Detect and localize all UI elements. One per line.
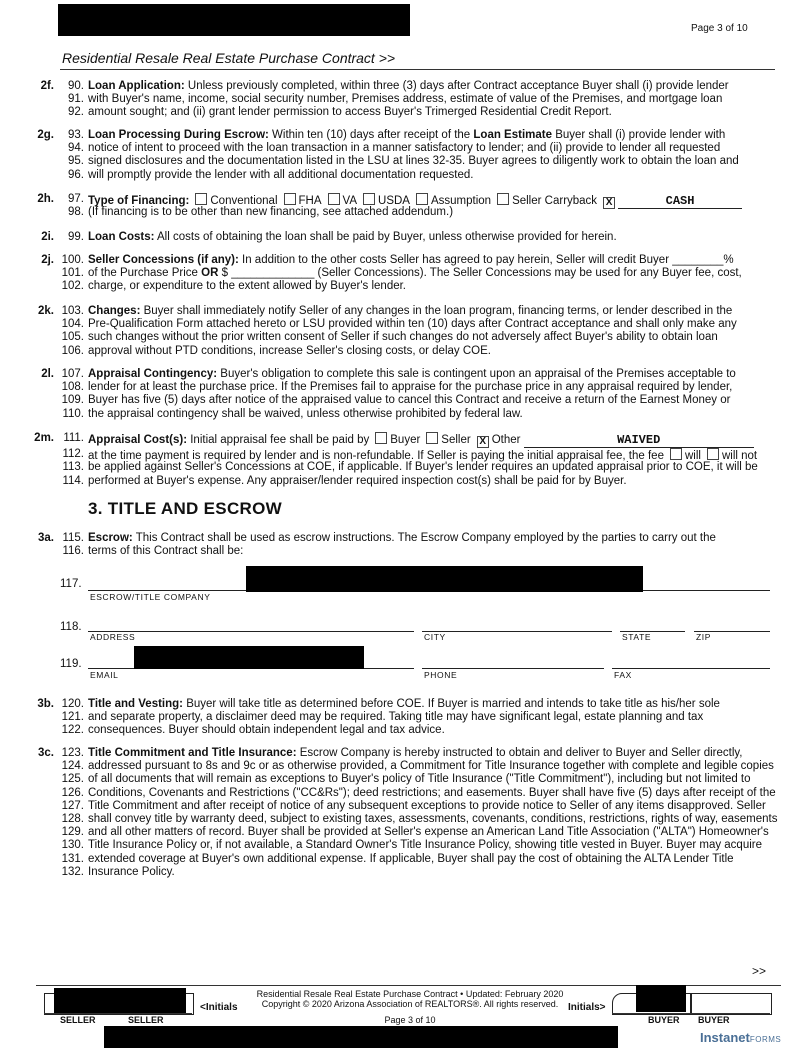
financing-other-field[interactable]: CASH (618, 195, 742, 209)
redacted-escrow-company (246, 566, 643, 592)
section-2f: 2f. 90. Loan Application: Unless previously completed, within three (3) days after Contract acceptance Buyer shall (i) provide lender 91. with Buyer's name, income, social security number, Premises address, estimate of value of the Premises, and mortgage loan 92. amount sought; and (ii) grant lender permission to access Buyer's Trimerged Residential Credit Report. (40, 80, 729, 119)
fee-will-checkbox[interactable] (670, 448, 682, 460)
financing-va-checkbox[interactable] (328, 193, 340, 205)
section-3a: 3a. 115. Escrow: This Contract shall be used as escrow instructions. The Escrow Company employed by the parties to carry out the 116. terms of this Contract shall be: (38, 532, 716, 558)
section-2g: 2g. 93. Loan Processing During Escrow: Within ten (10) days after receipt of the Loan Estimate Buyer shall (i) provide lender with 94. notice of intent to proceed with the loan transaction in a manner satisfactory to lender; and (ii) provide to lender all requested 95. signed disclosures and the documentation listed in the LSU at lines 32-35. Buyer agrees to diligently work to obtain the loan and 96. will promptly provide the lender with all additional documentation requested. (37, 129, 739, 181)
section-2j: 2j. 100. Seller Concessions (if any): In addition to the other costs Seller has agreed to pay herein, Seller will credit Buyer ________% 101. of the Purchase Price OR $ _____________ (Seller Concessions). The Seller Concessions may be used for any Buyer fee, cost, 102. charge, or expenditure to the extent allowed by Buyer's lender. (41, 254, 742, 293)
escrow-address-field[interactable] (88, 631, 414, 632)
buyer-initials-rule (612, 1013, 770, 1014)
financing-assumption-checkbox[interactable] (416, 193, 428, 205)
financing-other-checkbox[interactable]: X (603, 197, 615, 209)
appraisal-other-checkbox[interactable]: X (477, 436, 489, 448)
section-2i: 2i. 99. Loan Costs: All costs of obtaining the loan shall be paid by Buyer, unless otherwise provided for herein. (41, 231, 617, 243)
continue-marker: >> (752, 964, 767, 978)
financing-seller-carryback-checkbox[interactable] (497, 193, 509, 205)
header-rule (60, 69, 775, 70)
redacted-seller-initials (54, 988, 186, 1014)
escrow-city-field[interactable] (422, 631, 612, 632)
redacted-escrow-email (134, 646, 364, 669)
appraisal-other-field[interactable]: WAIVED (524, 434, 754, 448)
redacted-header-block (58, 4, 410, 36)
initials-left-label: <Initials (200, 1002, 238, 1013)
fee-will-not-checkbox[interactable] (707, 448, 719, 460)
escrow-fax-field[interactable] (612, 668, 770, 669)
section-2k: 2k. 103. Changes: Buyer shall immediately notify Seller of any changes in the loan program, financing terms, or lender described in the 104. Pre-Qualification Form attached hereto or LSU provided within ten (10) days after Contract acceptance and shall only make any 105. such changes without the prior written consent of Seller if such changes do not adversely affect Buyer's ability to obtain loan 106. approval without PTD conditions, increase Seller's closing costs, or delay COE. (38, 305, 737, 357)
page-number: Page 3 of 10 (691, 23, 748, 34)
seller-initials-rule (44, 1013, 192, 1014)
financing-fha-checkbox[interactable] (284, 193, 296, 205)
document-title: Residential Resale Real Estate Purchase Contract >> (62, 50, 396, 66)
appraisal-seller-checkbox[interactable] (426, 432, 438, 444)
section-2l: 2l. 107. Appraisal Contingency: Buyer's obligation to complete this sale is contingent upon an appraisal of the Premises acceptable to 108. lender for at least the purchase price. If the Premises fail to appraise for the purchase price in any appraisal required by lender, 109. Buyer has five (5) days after notice of the appraised value to cancel this Contract and receive a return of the Earnest Money or 110. the appraisal contingency shall be waived, unless otherwise prohibited by federal law. (41, 368, 736, 420)
buyer-initials-box-2[interactable] (690, 993, 772, 1015)
section-2h: 2h. 97. Type of Financing: Conventional FHA VA USDA Assumption Seller Carryback X CASH 98. (If financing is to be other than new financing, see attached addendum.) (30, 193, 780, 219)
section-2m: 2m. 111. Appraisal Cost(s): Initial appraisal fee shall be paid by Buyer Seller X Other WAIVED 112. at the time payment is required by lender and is non-refundable. If Seller is paying the initial appraisal fee, the fee will will not 113. be applied against Seller's Concessions at COE, if applicable. If Buyer's lender requires an updated appraisal prior to COE, it will be 114. performed at Buyer's expense. Any appraiser/lender required inspection cost(s) shall be paid for by Buyer. (34, 432, 758, 487)
redacted-buyer-initials (636, 985, 686, 1012)
instanet-forms-logo: InstanetFORMS (700, 1030, 782, 1045)
initials-right-label: Initials> (568, 1002, 606, 1013)
financing-usda-checkbox[interactable] (363, 193, 375, 205)
financing-conventional-checkbox[interactable] (195, 193, 207, 205)
escrow-phone-field[interactable] (422, 668, 604, 669)
redacted-footer-bar (104, 1026, 618, 1048)
appraisal-buyer-checkbox[interactable] (375, 432, 387, 444)
section-3-heading: 3. TITLE AND ESCROW (88, 499, 282, 518)
section-3b: 3b. 120. Title and Vesting: Buyer will take title as determined before COE. If Buyer is married and intends to take title as his/her sole 121. and separate property, a disclaimer deed may be required. Taking title may have significant legal, estate planning and tax 122. consequences. Buyer should obtain independent legal and tax advice. (37, 698, 720, 737)
section-3c: 3c. 123. Title Commitment and Title Insurance: Escrow Company is hereby instructed to obtain and deliver to Buyer and Seller directly, 124. addressed pursuant to 8s and 9c or as otherwise provided, a Commitment for Title Insurance together with complete and legible copies 125. of all documents that will remain as exceptions to Buyer's policy of Title Insurance ("Title Commitment"), including but not limited to 126. Conditions, Covenants and Restrictions ("CC&Rs"); deed restrictions; and easements. Buyer shall have five (5) days after receipt of the 127. Title Commitment and after receipt of notice of any subsequent exceptions to provide notice to Seller of any items disapproved. Seller 128. shall convey title by warranty deed, subject to existing taxes, assessments, covenants, conditions, restrictions, rights of way, easements 129. and all other matters of record. Buyer shall be provided at Seller's expense an American Land Title Association ("ALTA") Homeowner's 130. Title Insurance Policy or, if not available, a Standard Owner's Title Insurance Policy, showing title vested in Buyer. Buyer may acquire 131. extended coverage at Buyer's own additional expense. If applicable, Buyer shall pay the cost of obtaining the ALTA Lender Title 132. Insurance Policy. (38, 747, 778, 878)
